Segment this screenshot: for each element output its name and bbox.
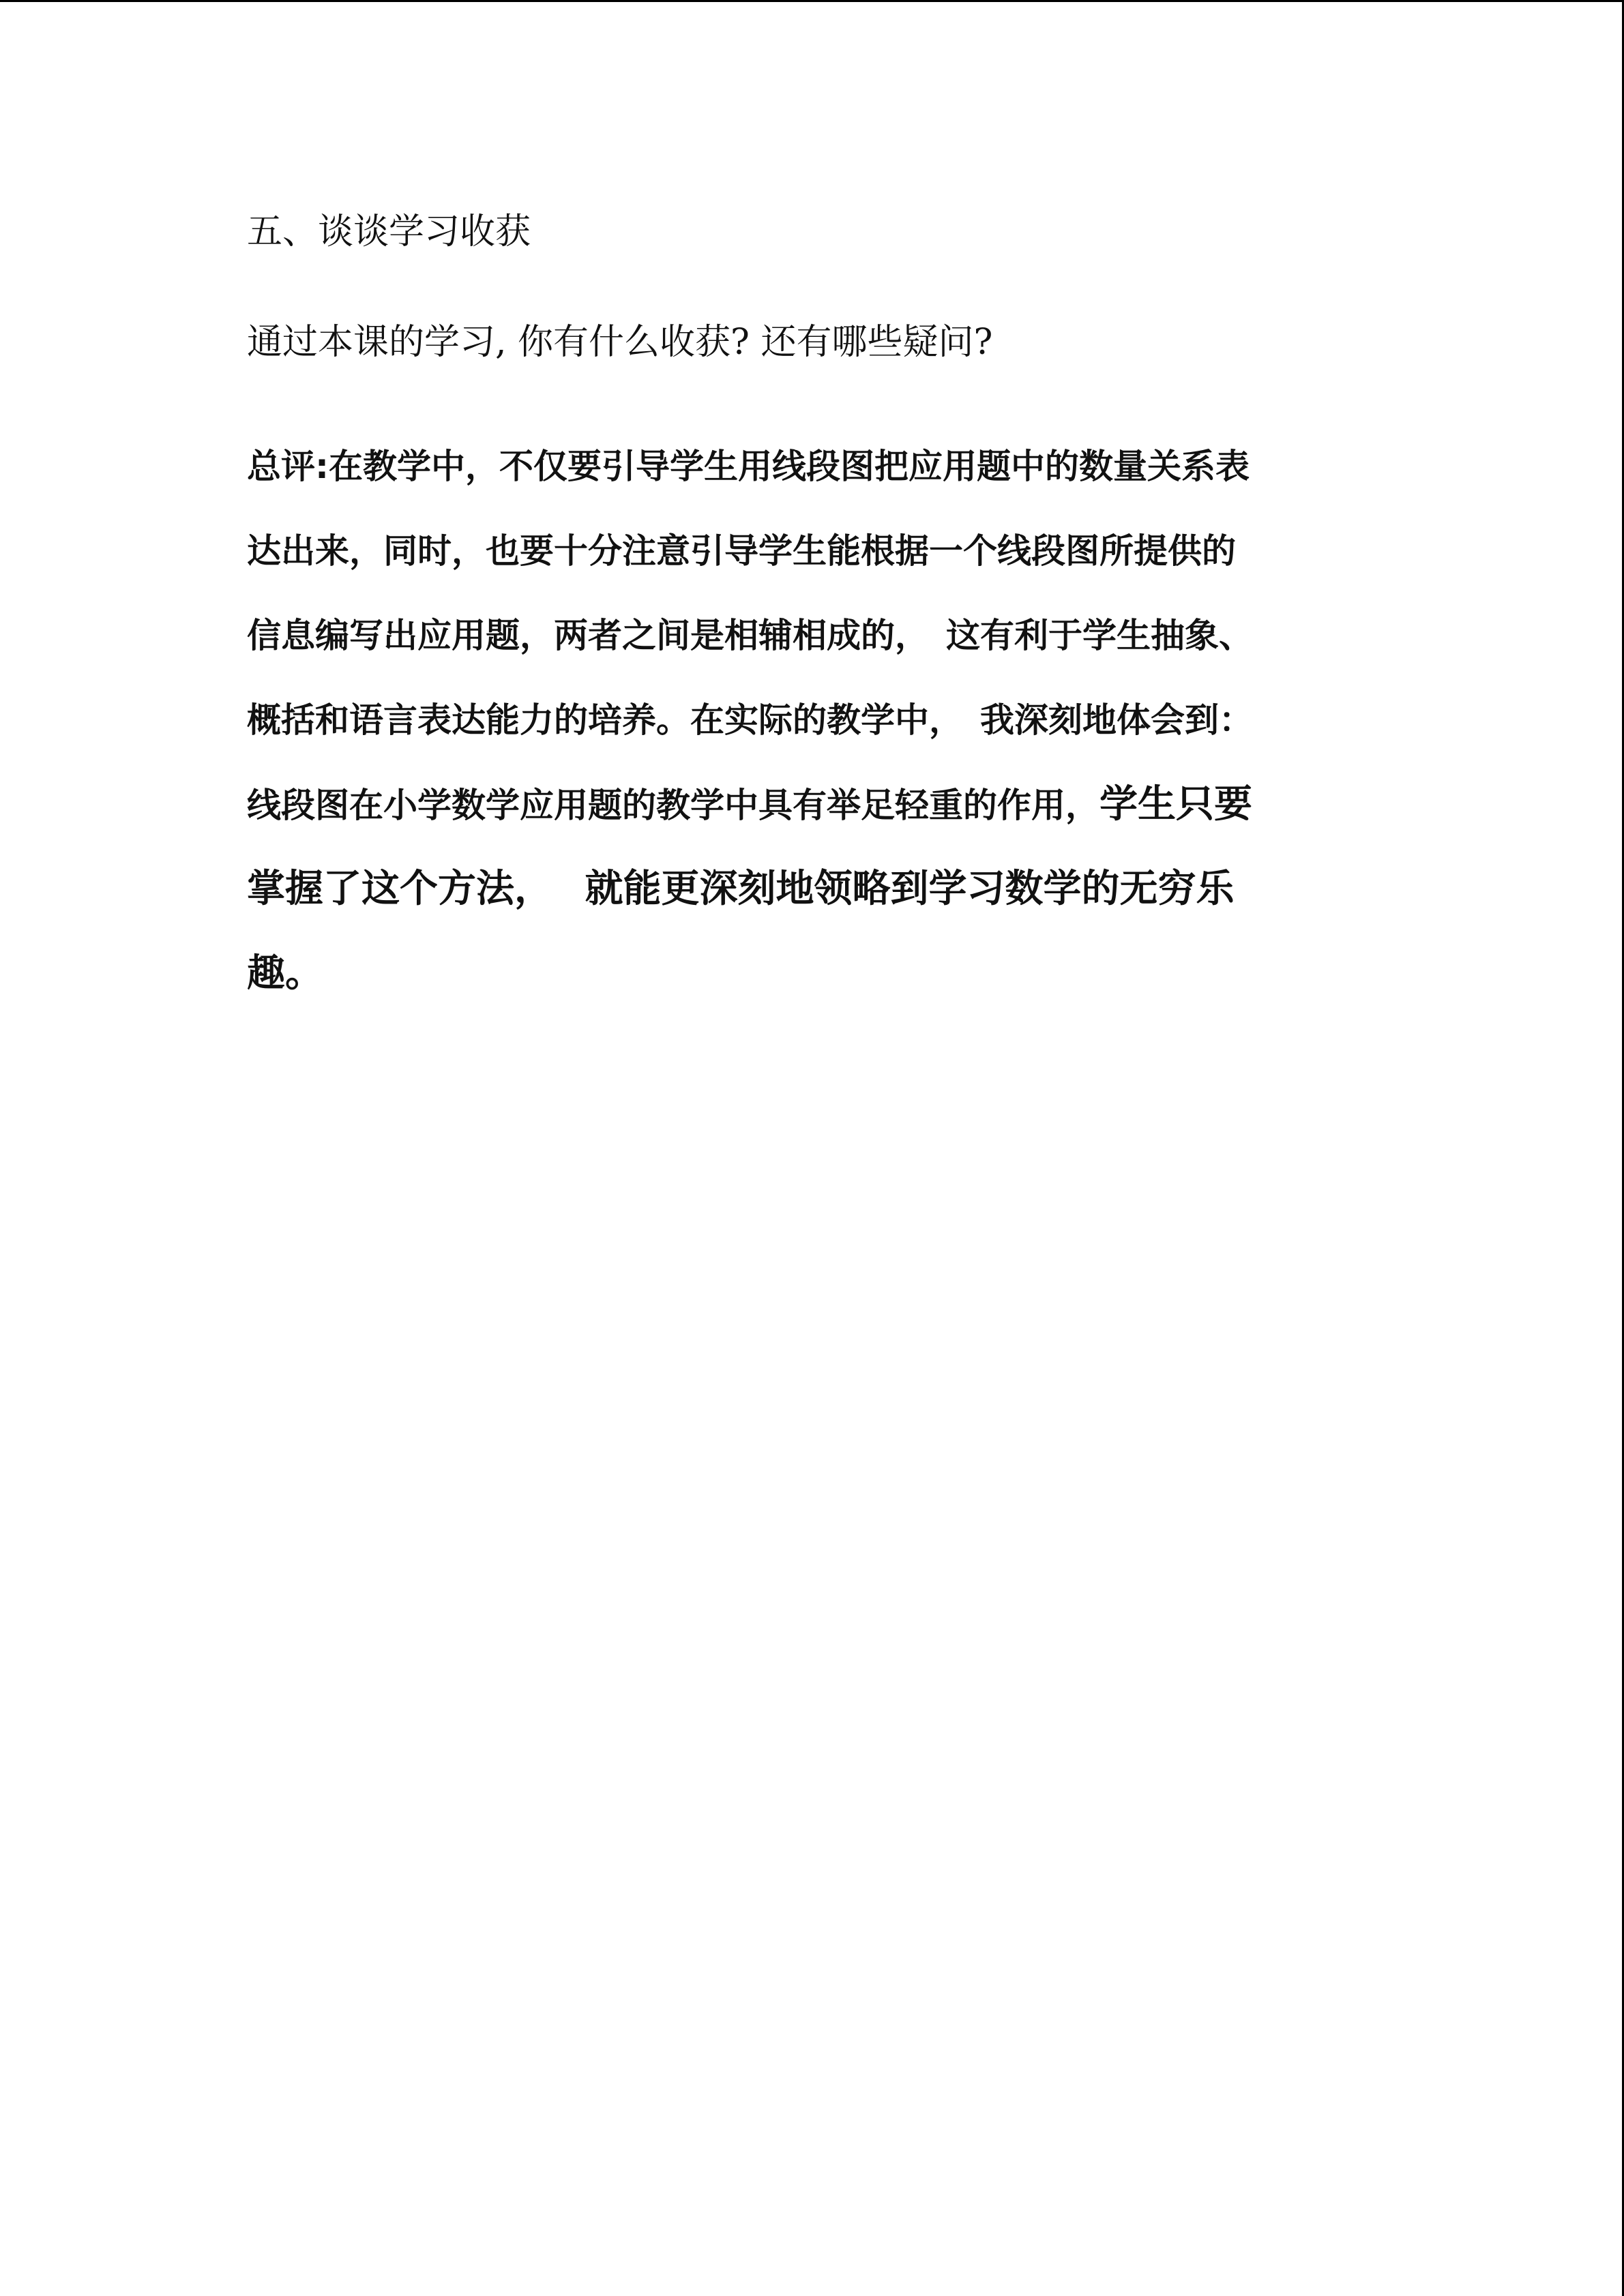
document-page	[247, 205, 1379, 1016]
page-border-top	[0, 0, 1624, 2]
summary-line-6: 掌握了这个方法， 就能更深刻地领略到学习数学的无穷乐	[247, 867, 1235, 911]
summary-line-5-text: 线段图在小学数学应用题的教学中具有举足轻重的作用，	[247, 786, 1099, 825]
summary-line-4: 概括和语言表达能力的培养。在实际的教学中， 我深刻地体会到：	[247, 700, 1253, 740]
section-heading: 五、谈谈学习收获	[247, 211, 531, 252]
summary-paragraph	[247, 424, 1379, 1016]
summary-line-1: 总评:在教学中，不仅要引导学生用线段图把应用题中的数量关系表	[247, 447, 1250, 486]
summary-line-2: 达出来，同时，也要十分注意引导学生能根据一个线段图所提供的	[247, 531, 1236, 571]
summary-line-5	[247, 762, 1379, 847]
summary-line-5-tail: 学生只要	[1099, 782, 1252, 826]
summary-line-7: 趣。	[247, 951, 323, 996]
reflection-question: 通过本课的学习, 你有什么收获? 还有哪些疑问?	[247, 322, 993, 363]
summary-line-3: 信息编写出应用题，两者之间是相辅相成的， 这有利于学生抽象、	[247, 616, 1253, 655]
